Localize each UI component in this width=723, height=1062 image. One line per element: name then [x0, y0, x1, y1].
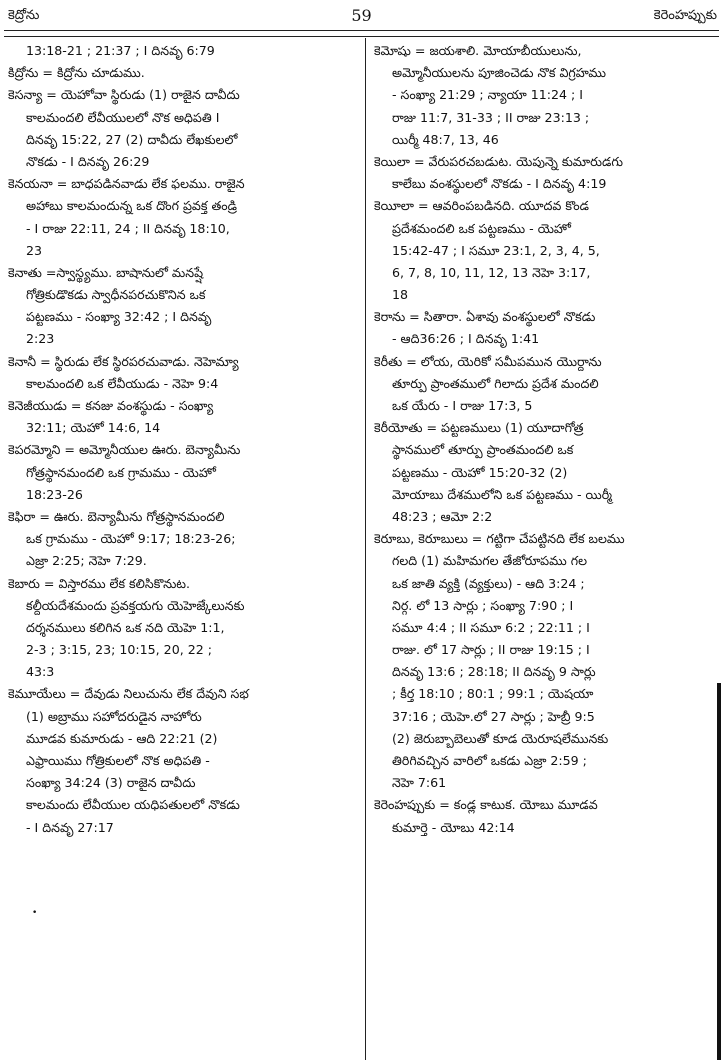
entry-continuation-line: యిర్మీ 48:7, 13, 46 — [392, 131, 499, 147]
entry-headword-line: కెఫిరా = ఊరు. బెన్యామీను గోత్రస్థానమందలి — [8, 508, 225, 524]
entry-headword-line: కెరెంహప్పుకు = కండ్ల కాటుక. యోబు మూడవ — [374, 797, 598, 813]
entry-continuation-line: - I రాజు 22:11, 24 ; II దినవృ 18:10, — [26, 220, 230, 236]
entry-continuation-line: మోయాబు దేశములోని ఒక పట్టణము - యిర్మీ — [392, 486, 612, 502]
entry-continuation-line: గలది (1) మహిమగల తేజోరూపము గల — [392, 553, 588, 569]
entry-continuation-line: ప్రదేశమందలి ఒక పట్టణము - యెహో — [392, 220, 571, 236]
entry-headword-line: కెరూబు, కెరూబులు = గట్టిగా చేపట్టినది లేక బలము — [374, 531, 625, 547]
entry-continuation-line: పట్టణము - యెహో 15:20-32 (2) — [392, 464, 568, 480]
entry-continuation-line: కాలమందలి ఒక లేవీయుడు - నెహె 9:4 — [26, 375, 219, 391]
entry-headword-line: కెరీతు = లోయ, యెరికో సమీపమున యొర్దాను — [374, 353, 602, 369]
entry-continuation-line: (1) అబ్రాము సహోదరుడైన నాహోరు — [26, 708, 202, 724]
entry-continuation-line: నొకడు - I దినవృ 26:29 — [26, 153, 150, 169]
entry-continuation-line: పట్టణము - సంఖ్యా 32:42 ; I దినవృ — [26, 309, 212, 325]
entry-continuation-line: కాలమందు లేవీయుల యధిపతులలో నొకడు — [26, 797, 240, 813]
entry-continuation-line: ఒక యేరు - I రాజు 17:3, 5 — [392, 398, 533, 413]
entry-continuation-line: సంఖ్యా 34:24 (3) రాజైన దావీదు — [26, 775, 196, 791]
entry-continuation-line: 48:23 ; ఆమో 2:2 — [392, 508, 493, 524]
entry-headword-line: కెరాను = సితారా. ఏశావు వంశస్థులలో నొకడు — [374, 309, 596, 325]
column-divider — [365, 38, 366, 1060]
stray-dot: • — [32, 908, 38, 918]
entry-continuation-line: 18 — [392, 287, 409, 303]
entry-continuation-line: ఎజ్రా 2:25; నెహె 7:29. — [26, 553, 147, 569]
running-header — [0, 4, 723, 30]
entry-continuation-line: 18:23-26 — [26, 486, 83, 502]
entry-continuation-line: తిరిగివచ్చిన వారిలో ఒకడు ఎజ్రా 2:59 ; — [392, 753, 587, 768]
left-column — [8, 40, 358, 839]
entry-continuation-line: దర్శనములు కలిగిన ఒక నది యెహె 1:1, — [26, 619, 225, 635]
entry-continuation-line: - ఆది36:26 ; I దినవృ 1:41 — [392, 331, 540, 347]
entry-headword-line: కెబారు = విస్తారము లేక కలిసికొనుట. — [8, 575, 191, 591]
entry-continuation-line: నిర్గ. లో 13 సార్లు ; సంఖ్యా 7:90 ; I — [392, 597, 574, 613]
entry-headword-line: కెయీలా = ఆవరింపబడినది. యూదవ కొండ — [374, 198, 589, 214]
entry-continuation-line: 37:16 ; యెహె.లో 27 సార్లు ; హెబ్రీ 9:5 — [392, 708, 595, 724]
entry-continuation-line: 2-3 ; 3:15, 23; 10:15, 20, 22 ; — [26, 642, 212, 658]
entry-headword-line: కెనానీ = స్థిరుడు లేక స్థిరపరచువాడు. నెహెమ్యా — [8, 353, 239, 369]
entry-continuation-line: అహాబు కాలమందున్న ఒక దొంగ ప్రవక్త తండ్రి — [26, 198, 237, 214]
entry-headword-line: కెమోషు = జయశాలి. మోయాబీయులును, — [374, 43, 582, 58]
entry-headword-line: కెనయనా = బాధపడినవాడు లేక ఫలము. రాజైన — [8, 176, 245, 192]
entry-continuation-line: ఒక జాతి వ్యక్తి (వ్యక్తులు) - ఆది 3:24 ; — [392, 575, 585, 591]
entry-headword-line: కిద్రోను = కిద్రోను చూడుము. — [8, 65, 145, 81]
entry-continuation-line: గోత్రస్థానమందలి ఒక గ్రామము - యెహో — [26, 464, 216, 480]
entry-continuation-line: ఒక గ్రామము - యెహో 9:17; 18:23-26; — [26, 531, 236, 547]
entry-continuation-line: రాజు. లో 17 సార్లు ; II రాజు 19:15 ; I — [392, 642, 590, 658]
entry-headword-line: కెనెజీయుడు = కనజు వంశస్థుడు - సంఖ్యా — [8, 398, 214, 413]
entry-continuation-line: దినవృ 13:6 ; 28:18; II దినవృ 9 సార్లు — [392, 664, 596, 680]
entry-continuation-line: ; కీర్త 18:10 ; 80:1 ; 99:1 ; యెషయా — [392, 686, 594, 702]
entry-continuation-line: 2:23 — [26, 331, 55, 347]
entry-continuation-line: కాలేబు వంశస్థులలో నొకడు - I దినవృ 4:19 — [392, 176, 607, 192]
scan-edge-mark — [717, 683, 721, 1060]
entry-continuation-line: - I దినవృ 27:17 — [26, 819, 114, 835]
entry-continuation-line: 23 — [26, 242, 43, 258]
entry-continuation-line: రాజు 11:7, 31-33 ; II రాజు 23:13 ; — [392, 109, 590, 125]
entry-continuation-line: అమ్మోనీయులను పూజించెడు నొక విగ్రహము — [392, 65, 607, 81]
entry-continuation-line: గోత్రికుడొకడు స్వాధీనపరచుకొనిన ఒక — [26, 287, 206, 303]
entry-headword-line: కెసన్యా = యెహోవా స్థిరుడు (1) రాజైన దావీదు — [8, 87, 240, 103]
header-rule-top — [4, 30, 719, 31]
entry-continuation-line: 32:11; యెహో 14:6, 14 — [26, 420, 161, 436]
entry-continuation-line: నెహె 7:61 — [392, 775, 447, 791]
entry-continuation-line: కుమార్తె - యోబు 42:14 — [392, 819, 515, 835]
entry-continuation-line: మూడవ కుమారుడు - ఆది 22:21 (2) — [26, 730, 218, 746]
header-rule-bottom — [4, 36, 719, 37]
entry-continuation-line: 43:3 — [26, 664, 55, 680]
entry-continuation-line: 13:18-21 ; 21:37 ; I దినవృ 6:79 — [26, 43, 215, 58]
entry-continuation-line: స్థానములో తూర్పు ప్రాంతమందలి ఒక — [392, 442, 574, 458]
entry-continuation-line: కల్దీయదేశమందు ప్రవక్తయగు యెహెజ్కేలునకు — [26, 597, 245, 613]
entry-headword-line: కెనాతు =స్వాస్థ్యము. బాషానులో మనష్షే — [8, 264, 204, 280]
entry-continuation-line: తూర్పు ప్రాంతములో గిలాదు ప్రదేశ మందలి — [392, 375, 599, 391]
entry-continuation-line: దినవృ 15:22, 27 (2) దావీదు లేఖకులలో — [26, 131, 238, 147]
page-number: 59 — [351, 6, 372, 25]
header-last-word: కెరెంహప్పుకు — [653, 8, 717, 23]
entry-headword-line: కెపరమ్మోని = అమ్మోనీయుల ఊరు. బెన్యామీను — [8, 442, 241, 458]
entry-continuation-line: (2) జెరుబ్బాబెలుతో కూడ యెరూషలేమునకు — [392, 730, 609, 746]
entry-continuation-line: ఎఫ్రాయిము గోత్రికులలో నొక అధిపతి - — [26, 753, 210, 768]
entry-continuation-line: 6, 7, 8, 10, 11, 12, 13 నెహె 3:17, — [392, 264, 591, 280]
right-column — [374, 40, 708, 839]
entry-headword-line: కెయిలా = వేరుపరచబడుట. యెపున్నె కుమారుడగు — [374, 153, 624, 169]
entry-continuation-line: - సంఖ్యా 21:29 ; న్యాయా 11:24 ; I — [392, 87, 584, 103]
entry-headword-line: కెమూయేలు = దేవుడు నిలుచును లేక దేవుని సభ — [8, 686, 249, 702]
entry-headword-line: కెరీయోతు = పట్టణములు (1) యూదాగోత్ర — [374, 420, 584, 436]
entry-continuation-line: 15:42-47 ; I సమూ 23:1, 2, 3, 4, 5, — [392, 242, 600, 258]
entry-continuation-line: సమూ 4:4 ; II సమూ 6:2 ; 22:11 ; I — [392, 619, 590, 635]
entry-continuation-line: కాలమందలి లేవీయులలో నొక అధిపతి I — [26, 109, 220, 125]
header-first-word: కెద్రోను — [8, 8, 40, 23]
